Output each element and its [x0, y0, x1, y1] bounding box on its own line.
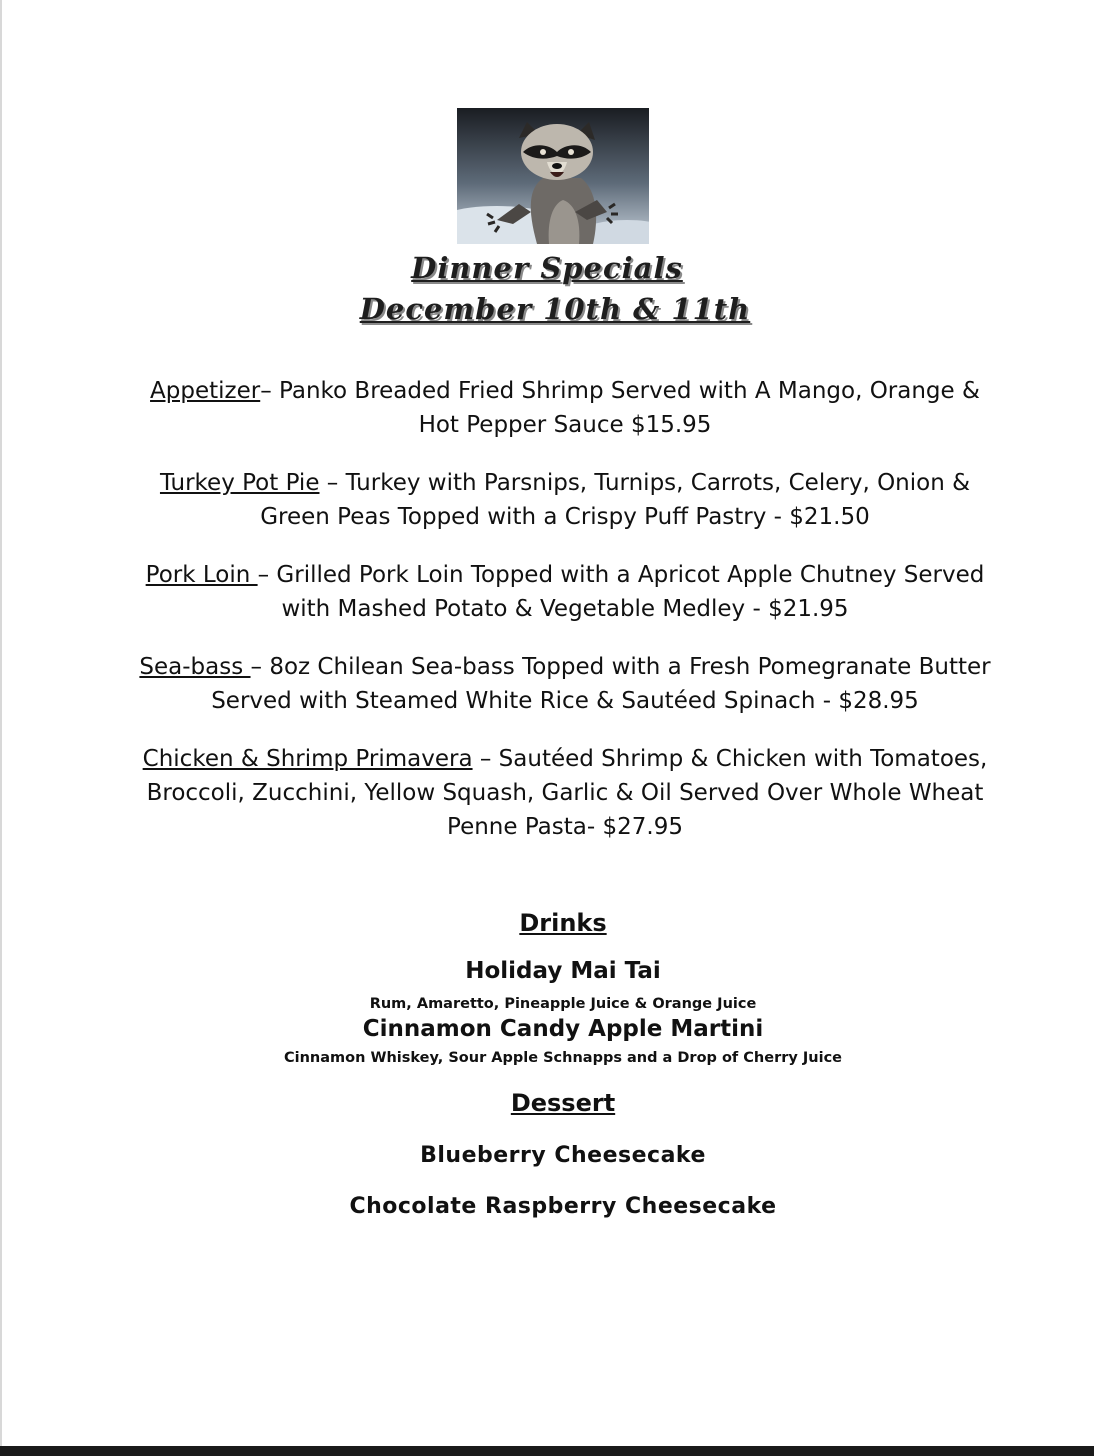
- drinks-heading: Drinks: [519, 909, 607, 937]
- special-pork-loin: [130, 558, 1000, 626]
- special-label: Sea-bass: [139, 654, 251, 680]
- dessert-item: Blueberry Cheesecake: [420, 1143, 706, 1168]
- bottom-border: [0, 1446, 1094, 1456]
- drink-name: Holiday Mai Tai: [465, 958, 661, 984]
- raccoon-photo: [457, 108, 649, 244]
- special-description: – Grilled Pork Loin Topped with a Apricot Apple Chutney Served with Mashed Potato & Vegetable Medley - $21.95: [257, 562, 985, 622]
- drink-description: Cinnamon Whiskey, Sour Apple Schnapps and a Drop of Cherry Juice: [283, 1050, 843, 1066]
- special-sea-bass: [130, 650, 1000, 718]
- special-description: – Turkey with Parsnips, Turnips, Carrots, Celery, Onion & Green Peas Topped with a Crispy Puff Pastry - $21.50: [260, 470, 971, 530]
- special-primavera: [130, 742, 1000, 844]
- page-edge: [0, 0, 2, 1446]
- special-description: – 8oz Chilean Sea-bass Topped with a Fresh Pomegranate Butter Served with Steamed White Rice & Sautéed Spinach - $28.95: [211, 654, 991, 714]
- special-label: Turkey Pot Pie: [159, 470, 320, 496]
- dessert-item: Chocolate Raspberry Cheesecake: [349, 1194, 777, 1219]
- menu-date: December 10th & 11th: [359, 292, 751, 326]
- raccoon-icon: [457, 108, 649, 244]
- special-description: – Panko Breaded Fried Shrimp Served with A Mango, Orange & Hot Pepper Sauce $15.95: [260, 378, 980, 438]
- special-appetizer: [130, 374, 1000, 442]
- specials-list: [130, 374, 1000, 868]
- special-description: – Sautéed Shrimp & Chicken with Tomatoes, Broccoli, Zucchini, Yellow Squash, Garlic & Oil Served Over Whole Wheat Penne Pasta- $27.95: [146, 746, 988, 840]
- special-label: Pork Loin: [145, 562, 258, 588]
- dessert-heading: Dessert: [510, 1089, 616, 1117]
- menu-title: Dinner Specials: [411, 251, 683, 285]
- drink-description: Rum, Amaretto, Pineapple Juice & Orange Juice: [369, 996, 757, 1012]
- special-turkey-pot-pie: [130, 466, 1000, 534]
- special-label: Appetizer: [150, 378, 261, 404]
- special-label: Chicken & Shrimp Primavera: [142, 746, 473, 772]
- drink-name: Cinnamon Candy Apple Martini: [362, 1016, 764, 1042]
